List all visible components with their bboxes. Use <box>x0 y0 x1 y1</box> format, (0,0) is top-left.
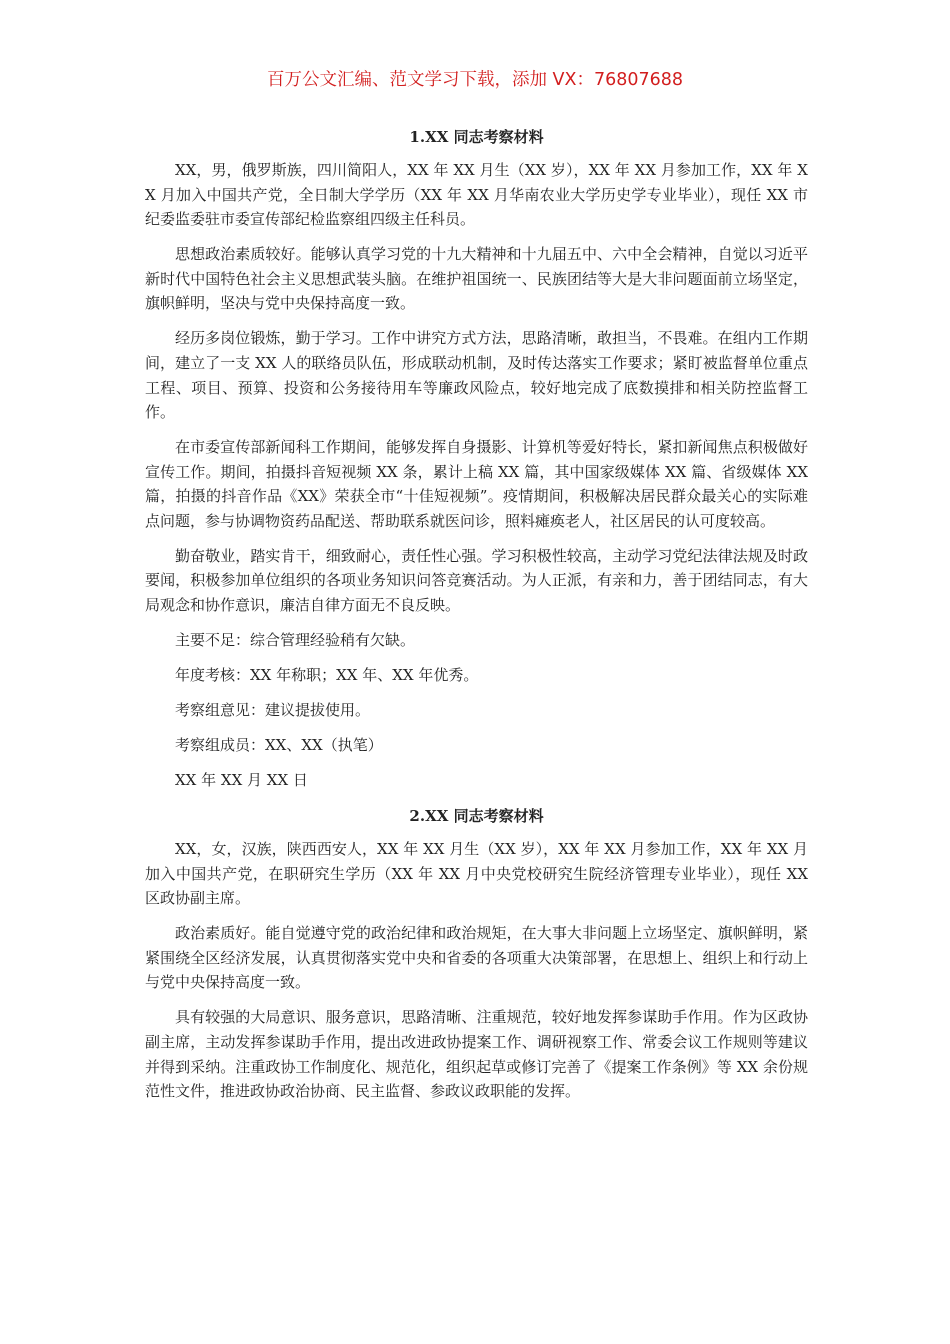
paragraph: XX，女，汉族，陕西西安人，XX 年 XX 月生（XX 岁），XX 年 XX 月参加工作，XX 年 XX 月加入中国共产党，在职研究生学历（XX 年 XX 月中央党校研究生院经济管理专业毕业），现任 XX 区政协副主席。 <box>145 839 808 908</box>
paragraph: 在市委宣传部新闻科工作期间，能够发挥自身摄影、计算机等爱好特长，紧扣新闻焦点积极做好宣传工作。期间，拍摄抖音短视频 XX 条，累计上稿 XX 篇，其中国家级媒体 XX 篇、省级媒体 XX 篇，拍摄的抖音作品《XX》荣获全市“十佳短视频”。疫情期间，积极解决居民群众最关心的实际难点问题，参与协调物资药品配送、帮助联系就医问诊，照料瘫痪老人，社区居民的认可度较高。 <box>145 438 808 530</box>
paragraph: 年度考核：XX 年称职；XX 年、XX 年优秀。 <box>175 666 479 685</box>
section-2 <box>145 803 808 1104</box>
document-body <box>145 124 808 1114</box>
paragraph: 主要不足：综合管理经验稍有欠缺。 <box>175 631 416 650</box>
section-1 <box>145 124 808 793</box>
section-title: 2.XX 同志考察材料 <box>409 806 544 825</box>
paragraph: 考察组成员：XX、XX（执笔） <box>175 736 383 754</box>
paragraph: XX 年 XX 月 XX 日 <box>175 770 308 789</box>
paragraph: 考察组意见：建议提拔使用。 <box>175 701 371 720</box>
paragraph: 经历多岗位锻炼，勤于学习。工作中讲究方式方法，思路清晰，敢担当，不畏难。在组内工作期间，建立了一支 XX 人的联络员队伍，形成联动机制，及时传达落实工作要求；紧盯被监督单位重点工程、项目、预算、投资和公务接待用车等廉政风险点，较好地完成了底数摸排和相关防控监督工作。 <box>145 329 808 422</box>
paragraph: 具有较强的大局意识、服务意识，思路清晰、注重规范，较好地发挥参谋助手作用。作为区政协副主席，主动发挥参谋助手作用，提出改进政协提案工作、调研视察工作、常委会议工作规则等建议并得到采纳。注重政协工作制度化、规范化，组织起草或修订完善了《提案工作条例》等 XX 余份规范性文件，推进政协政治协商、民主监督、参政议政职能的发挥。 <box>145 1008 808 1101</box>
paragraph: 思想政治素质较好。能够认真学习党的十九大精神和十九届五中、六中全会精神，自觉以习近平新时代中国特色社会主义思想武装头脑。在维护祖国统一、民族团结等大是大非问题面前立场坚定，旗帜鲜明，坚决与党中央保持高度一致。 <box>145 245 808 313</box>
paragraph: 政治素质好。能自觉遵守党的政治纪律和政治规矩，在大事大非问题上立场坚定、旗帜鲜明，紧紧围绕全区经济发展，认真贯彻落实党中央和省委的各项重大决策部署，在思想上、组织上和行动上与党中央保持高度一致。 <box>145 924 808 992</box>
paragraph: XX，男，俄罗斯族，四川简阳人，XX 年 XX 月生（XX 岁），XX 年 XX 月参加工作，XX 年 XX 月加入中国共产党，全日制大学学历（XX 年 XX 月华南农业大学历史学专业毕业），现任 XX 市纪委监委驻市委宣传部纪检监察组四级主任科员。 <box>145 161 808 229</box>
section-title: 1.XX 同志考察材料 <box>409 128 544 146</box>
paragraph: 勤奋敬业，踏实肯干，细致耐心，责任性心强。学习积极性较高，主动学习党纪法律法规及时政要闻，积极参加单位组织的各项业务知识问答竞赛活动。为人正派，有亲和力，善于团结同志，有大局观念和协作意识，廉洁自律方面无不良反映。 <box>145 546 808 615</box>
banner-text: 百万公文汇编、范文学习下载，添加 VX：76807688 <box>266 70 684 90</box>
